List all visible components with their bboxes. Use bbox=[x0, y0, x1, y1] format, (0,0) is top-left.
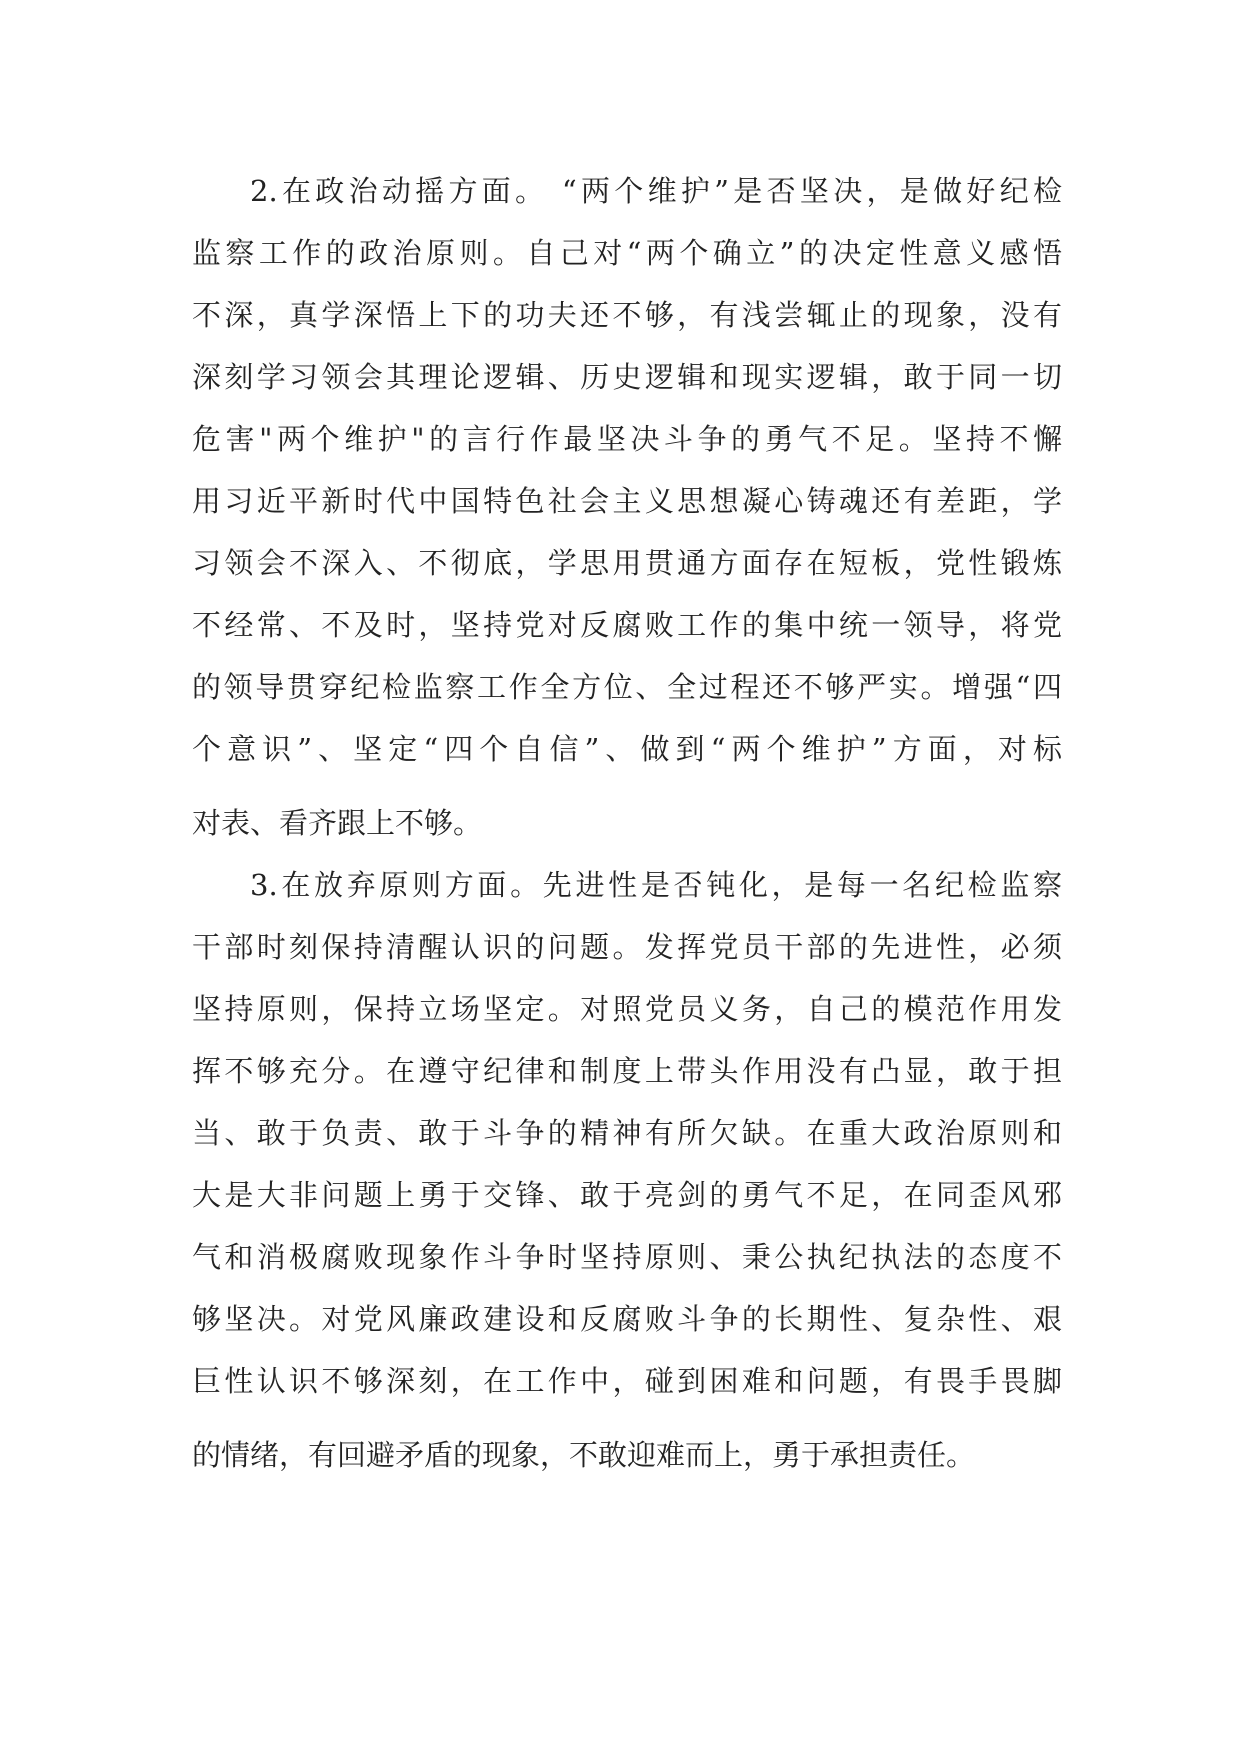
document-body bbox=[192, 160, 1062, 1486]
paragraph-line: 够坚决。对党风廉政建设和反腐败斗争的长期性、复杂性、艰 bbox=[192, 1302, 1062, 1336]
paragraph-line: 当、敢于负责、敢于斗争的精神有所欠缺。在重大政治原则和 bbox=[192, 1116, 1062, 1150]
paragraph-line: 的情绪，有回避矛盾的现象，不敢迎难而上，勇于承担责任。 bbox=[192, 1438, 976, 1472]
paragraph-line: 巨性认识不够深刻，在工作中，碰到困难和问题，有畏手畏脚 bbox=[192, 1364, 1062, 1398]
paragraph-line: 个意识”、坚定“四个自信”、做到“两个维护”方面，对标 bbox=[192, 732, 1062, 766]
paragraph-line: 3.在放弃原则方面。先进性是否钝化，是每一名纪检监察 bbox=[250, 868, 1062, 902]
paragraph-line: 挥不够充分。在遵守纪律和制度上带头作用没有凸显，敢于担 bbox=[192, 1054, 1062, 1088]
paragraph-line: 危害"两个维护"的言行作最坚决斗争的勇气不足。坚持不懈 bbox=[192, 422, 1062, 456]
paragraph-line: 不经常、不及时，坚持党对反腐败工作的集中统一领导，将党 bbox=[192, 608, 1062, 642]
paragraph-line: 不深，真学深悟上下的功夫还不够，有浅尝辄止的现象，没有 bbox=[192, 298, 1062, 332]
paragraph-line: 对表、看齐跟上不够。 bbox=[192, 806, 483, 840]
paragraph-line: 监察工作的政治原则。自己对“两个确立”的决定性意义感悟 bbox=[192, 236, 1062, 270]
paragraph-line: 气和消极腐败现象作斗争时坚持原则、秉公执纪执法的态度不 bbox=[192, 1240, 1062, 1274]
paragraph-abandoning-principles bbox=[192, 854, 1062, 1486]
paragraph-line: 干部时刻保持清醒认识的问题。发挥党员干部的先进性，必须 bbox=[192, 930, 1062, 964]
paragraph-line: 的领导贯穿纪检监察工作全方位、全过程还不够严实。增强“四 bbox=[192, 670, 1062, 704]
paragraph-political-wavering bbox=[192, 160, 1062, 854]
paragraph-line: 大是大非问题上勇于交锋、敢于亮剑的勇气不足，在同歪风邪 bbox=[192, 1178, 1062, 1212]
paragraph-line: 2.在政治动摇方面。 “两个维护”是否坚决，是做好纪检 bbox=[250, 174, 1062, 208]
paragraph-line: 习领会不深入、不彻底，学思用贯通方面存在短板，党性锻炼 bbox=[192, 546, 1062, 580]
paragraph-line: 深刻学习领会其理论逻辑、历史逻辑和现实逻辑，敢于同一切 bbox=[192, 360, 1062, 394]
paragraph-line: 坚持原则，保持立场坚定。对照党员义务，自己的模范作用发 bbox=[192, 992, 1062, 1026]
paragraph-line: 用习近平新时代中国特色社会主义思想凝心铸魂还有差距，学 bbox=[192, 484, 1062, 518]
